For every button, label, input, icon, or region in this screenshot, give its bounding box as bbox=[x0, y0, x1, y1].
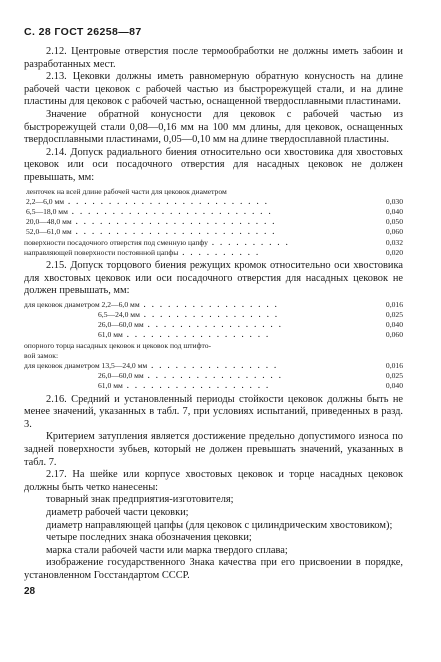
marking-item: диаметр направляющей цапфы (для цековок с цилиндрическим хвостовиком); bbox=[46, 519, 393, 531]
radial-row bbox=[24, 207, 403, 217]
axial-row-label: 26,0—60,0 мм bbox=[98, 371, 144, 381]
axial-row-label: 61,0 мм bbox=[98, 330, 123, 340]
leader-dots: . . . . . . . . . . . . . . . . . bbox=[147, 371, 283, 381]
axial-runout-list bbox=[24, 300, 403, 392]
leader-dots: . . . . . . . . . . . . . . . . . bbox=[143, 299, 279, 309]
axial-row bbox=[24, 330, 403, 340]
radial-row-label: 52,0—61,0 мм bbox=[26, 227, 72, 237]
radial-runout-list bbox=[24, 187, 403, 258]
running-header: С. 28 ГОСТ 26258—87 bbox=[24, 26, 142, 38]
radial-row-label: 20,0—48,0 мм bbox=[26, 217, 72, 227]
leader-dots: . . . . . . . . . . . . . . . . . . . . . . . . . bbox=[75, 217, 277, 227]
radial-row-label: 2,2—6,0 мм bbox=[26, 196, 65, 206]
leader-dots: . . . . . . . . . . . . . . . . . bbox=[143, 309, 280, 319]
axial-row-label: 26,0—60,0 мм bbox=[98, 320, 144, 330]
paragraph-criterion: Критерием затупления является достижение предельно допустимого износа по задней поверхности зубьев, который не должен превышать значений, указанных в табл. 7. bbox=[24, 431, 403, 468]
axial-row-value: 0,060 bbox=[385, 330, 403, 340]
axial-row bbox=[24, 381, 403, 391]
axial-row-value: 0,016 bbox=[385, 360, 403, 370]
radial-row-label: 6,5—18,0 мм bbox=[26, 206, 68, 216]
axial-row-label: 61,0 мм bbox=[98, 381, 123, 391]
leader-dots: . . . . . . . . . . . . . . . . . bbox=[147, 320, 283, 330]
leader-dots: . . . . . . . . . . . . . . . . bbox=[151, 360, 279, 370]
axial-row bbox=[24, 320, 403, 330]
leader-dots: . . . . . . . . . . . . . . . . . . . . . . . . . bbox=[68, 196, 269, 206]
leader-dots: . . . . . . . . . . . . . . . . . . . . . . . . . bbox=[71, 206, 273, 216]
radial-row-value: 0,040 bbox=[385, 206, 403, 216]
radial-row-value: 0,050 bbox=[385, 217, 403, 227]
axial-row-label bbox=[24, 300, 140, 310]
radial-row bbox=[24, 227, 403, 237]
paragraph-2-17: 2.17. На шейке или корпусе хвостовых цековок и торце насадных цековок должны быть четко нанесены: bbox=[24, 469, 403, 493]
leader-dots: . . . . . . . . . . . . . . . . . . . . . . . . . bbox=[75, 227, 277, 237]
marking-item: изображение государственного Знака качества при его присвоении в порядке, установленном Госстандартом СССР. bbox=[24, 557, 403, 581]
axial-range: 2,2—6,0 мм bbox=[101, 299, 140, 309]
leader-dots: . . . . . . . . . . bbox=[182, 247, 261, 257]
radial-row bbox=[24, 217, 403, 227]
axial-row-value: 0,040 bbox=[385, 320, 403, 330]
leader-dots: . . . . . . . . . . bbox=[211, 237, 290, 247]
radial-row-value: 0,020 bbox=[385, 247, 403, 257]
paragraph-2-16: 2.16. Средний и установленный периоды стойкости цековок должны быть не менее значений, указанных в табл. 7, при условиях испытаний, приведенных в разд. 3. bbox=[24, 393, 403, 430]
radial-row-value: 0,030 bbox=[385, 196, 403, 206]
paragraph-2-12: 2.12. Центровые отверстия после термообработки не должны иметь забоин и разработанных мест. bbox=[24, 46, 403, 70]
axial-row bbox=[24, 310, 403, 320]
page-number: 28 bbox=[24, 586, 36, 598]
radial-row bbox=[24, 238, 403, 248]
marking-item: марка стали рабочей части или марка твердого сплава; bbox=[46, 544, 288, 556]
axial-row-value: 0,025 bbox=[385, 371, 403, 381]
axial-row bbox=[24, 300, 403, 310]
axial-range: 13,5—24,0 мм bbox=[101, 360, 148, 370]
paragraph-2-15: 2.15. Допуск торцового биения режущих кромок относительно оси хвостовика для хвостовых цековок или оси посадочного отверстия для насадных цековок не должен превышать, мм: bbox=[24, 259, 403, 297]
paragraph-2-14: 2.14. Допуск радиального биения относительно оси хвостовика для хвостовых цековок или оси посадочного отверстия для насадных цековок не должен превышать, мм: bbox=[24, 146, 403, 183]
axial-mid-line: опорного торца насадных цековок и цековок под штифто- bbox=[24, 340, 212, 350]
paragraph-2-13: 2.13. Цековки должны иметь равномерную обратную конусность на длине рабочей части цековок с рабочей частью из быстрорежущей стали, и на длине пластины для цековок с рабочей частью, оснащенной твердосплавными пластинами. bbox=[24, 71, 403, 108]
radial-row bbox=[24, 197, 403, 207]
radial-intro: ленточек на всей длине рабочей части для цековок диаметром bbox=[26, 186, 227, 196]
axial-row-value: 0,016 bbox=[385, 299, 403, 309]
axial-row-value: 0,040 bbox=[385, 381, 403, 391]
leader-dots: . . . . . . . . . . . . . . . . . . bbox=[126, 330, 271, 340]
radial-row-value: 0,060 bbox=[385, 227, 403, 237]
axial-row bbox=[24, 361, 403, 371]
axial-row-label bbox=[24, 361, 147, 371]
marking-item: диаметр рабочей части цековки; bbox=[46, 506, 189, 518]
axial-row-label: 6,5—24,0 мм bbox=[98, 309, 140, 319]
axial-mid-line: вой замок: bbox=[24, 350, 59, 360]
radial-row-label: поверхности посадочного отверстия под сменную цапфу bbox=[24, 237, 208, 247]
axial-row-value: 0,025 bbox=[385, 309, 403, 319]
axial-prefix: для цековок диаметром bbox=[24, 299, 100, 309]
paragraph-taper: Значение обратной конусности для цековок с рабочей частью из быстрорежущей стали 0,08—0,16 мм на 100 мм длины, для цековок, оснащенных твердосплавными пластинами, 0,05—0,10 мм на длине твердосплавной пластины. bbox=[24, 108, 403, 146]
radial-row-value: 0,032 bbox=[385, 237, 403, 247]
radial-row-label: направляющей поверхности постоянной цапфы bbox=[24, 247, 179, 257]
radial-row bbox=[24, 248, 403, 258]
marking-item: четыре последних знака обозначения цековки; bbox=[46, 532, 252, 544]
axial-row bbox=[24, 371, 403, 381]
leader-dots: . . . . . . . . . . . . . . . . . . bbox=[126, 381, 271, 391]
marking-item: товарный знак предприятия-изготовителя; bbox=[46, 494, 234, 506]
axial-prefix: для цековок диаметром bbox=[24, 360, 100, 370]
